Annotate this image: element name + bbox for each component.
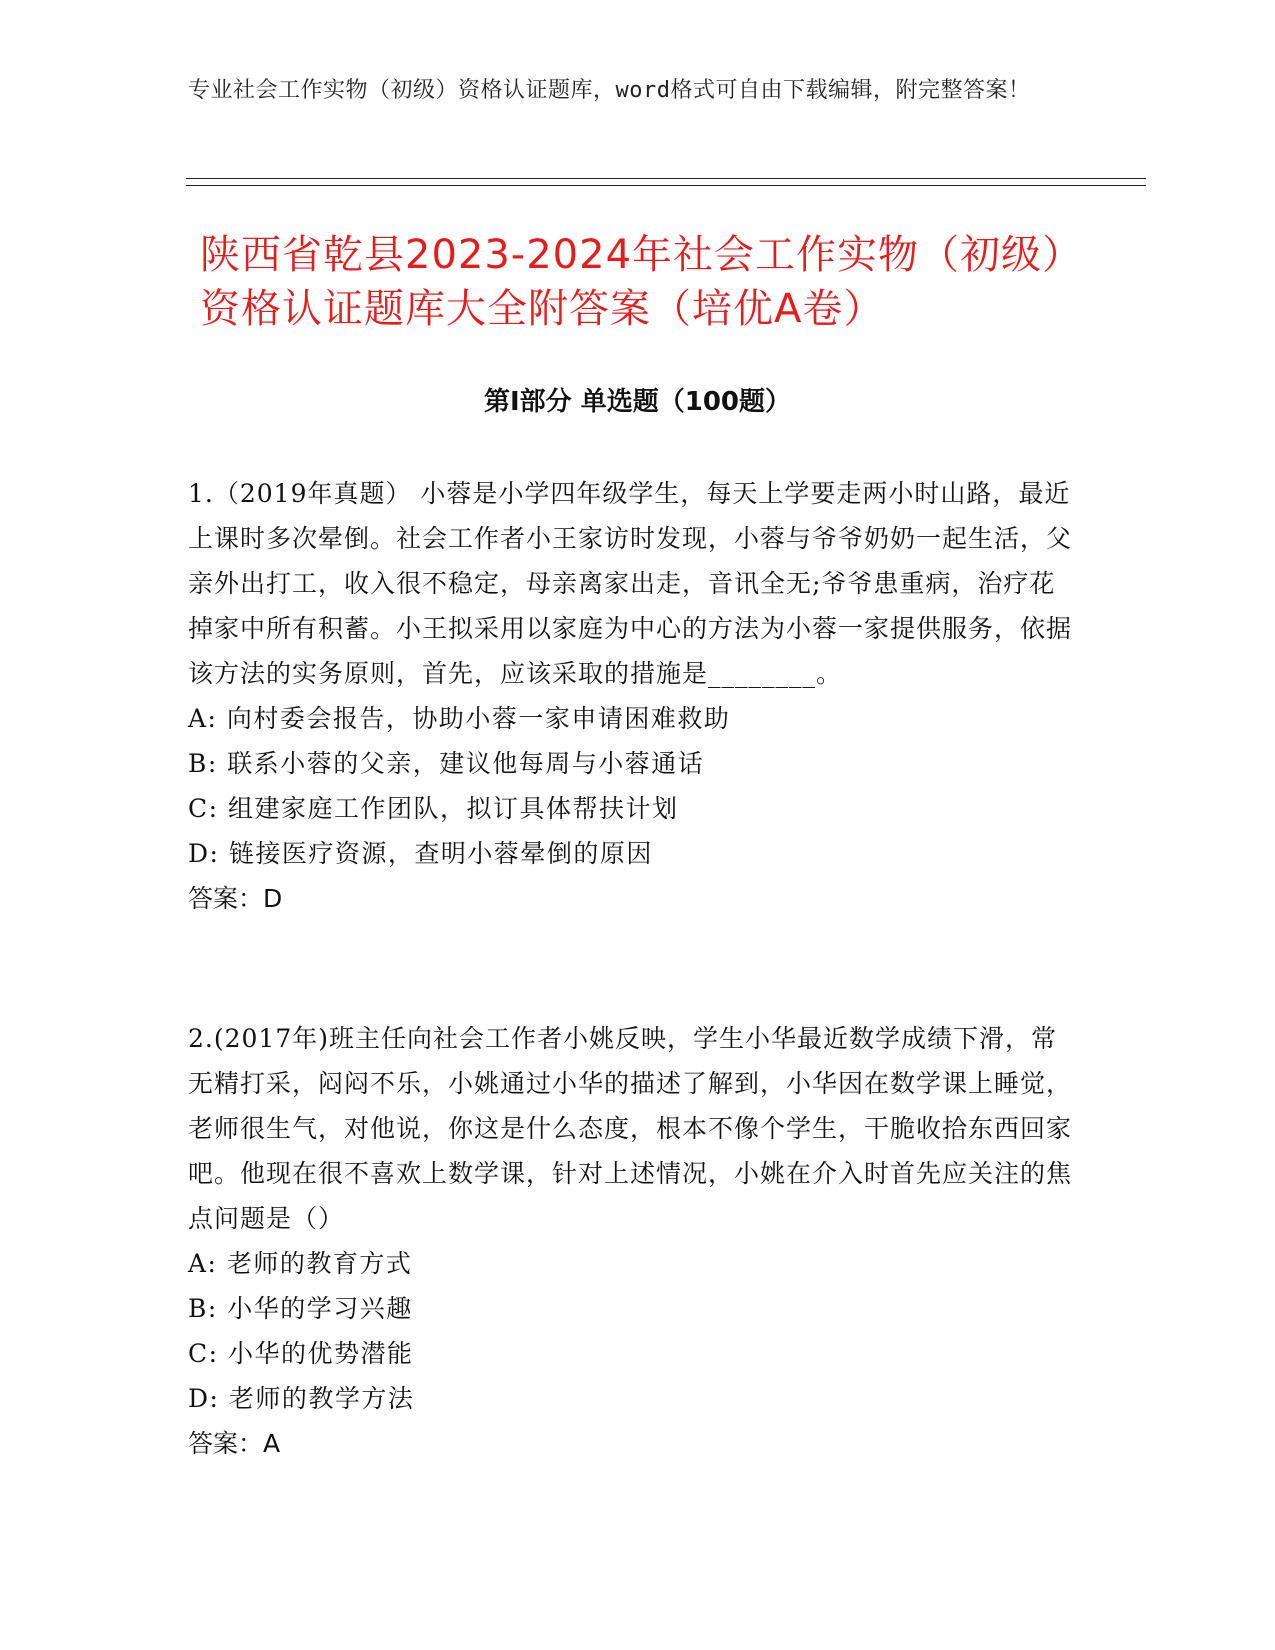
answer: 答案：A	[188, 1429, 281, 1458]
header-note: 专业社会工作实物（初级）资格认证题库，word格式可自由下载编辑，附完整答案！	[188, 78, 1031, 103]
question-stem: 1.（2019年真题） 小蓉是小学四年级学生，每天上学要走两小时山路，最近上课时多次晕倒。社会工作者小王家访时发现，小蓉与爷爷奶奶一起生活，父亲外出打工，收入很不稳定，母亲离家出走，音讯全无;爷爷患重病，治疗花掉家中所有积蓄。小王拟采用以家庭为中心的方法为小蓉一家提供服务，依据该方法的实务原则，首先，应该采取的措施是________。	[188, 479, 1073, 688]
document-title: 陕西省乾县2023-2024年社会工作实物（初级）资格认证题库大全附答案（培优A卷）	[200, 232, 1064, 332]
option-c: C: 组建家庭工作团队，拟订具体帮扶计划	[188, 794, 679, 823]
header-rule-top	[186, 178, 1146, 179]
option-d: D: 链接医疗资源，查明小蓉晕倒的原因	[188, 839, 653, 868]
option-d: D: 老师的教学方法	[188, 1384, 415, 1413]
option-b: B: 小华的学习兴趣	[188, 1294, 413, 1323]
question-stem: 2.(2017年)班主任向社会工作者小姚反映，学生小华最近数学成绩下滑，常无精打采，闷闷不乐，小姚通过小华的描述了解到，小华因在数学课上睡觉，老师很生气，对他说，你这是什么态度，根本不像个学生，干脆收拾东西回家吧。他现在很不喜欢上数学课，针对上述情况，小姚在介入时首先应关注的焦点问题是（）	[188, 1024, 1073, 1233]
answer: 答案：D	[188, 884, 283, 913]
section-title: 第I部分 单选题（100题）	[484, 387, 791, 417]
option-a: A: 向村委会报告，协助小蓉一家申请困难救助	[188, 704, 731, 733]
question-2	[188, 1016, 1078, 1466]
header-rule-bottom	[186, 185, 1146, 186]
option-a: A: 老师的教育方式	[188, 1249, 413, 1278]
option-c: C: 小华的优势潜能	[188, 1339, 414, 1368]
question-1	[188, 471, 1078, 921]
option-b: B: 联系小蓉的父亲，建议他每周与小蓉通话	[188, 749, 705, 778]
